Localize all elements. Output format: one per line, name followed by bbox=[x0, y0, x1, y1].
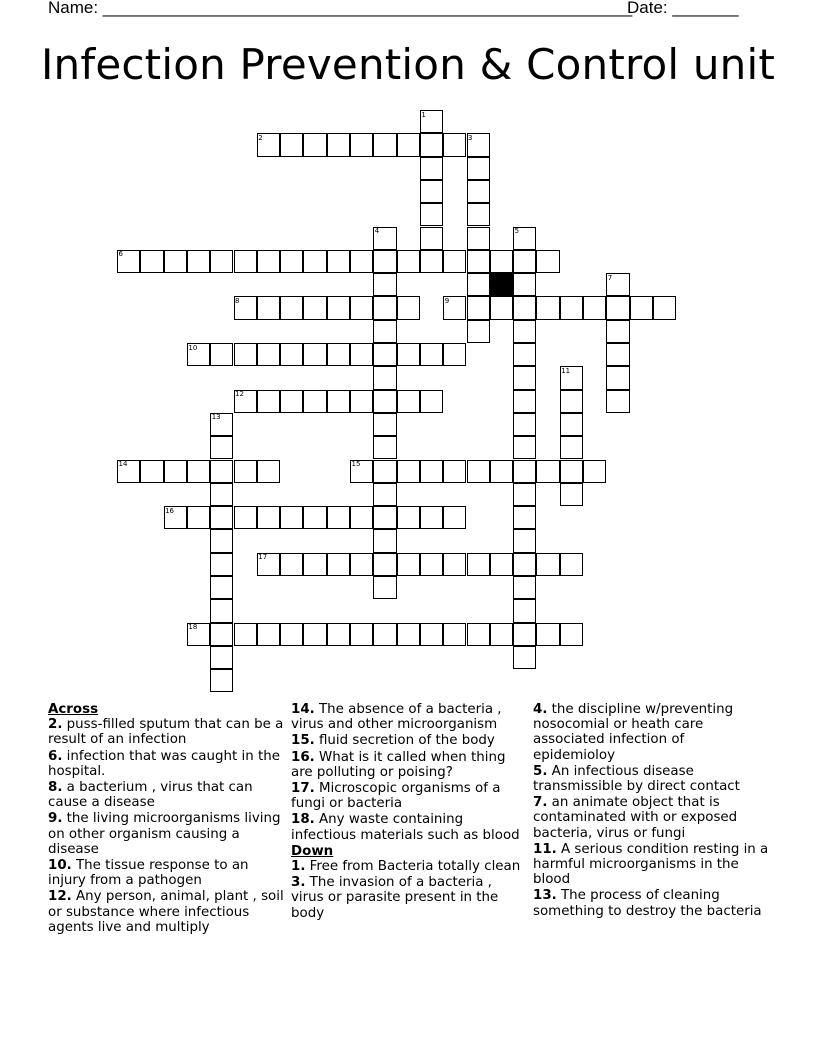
grid-cell[interactable] bbox=[257, 390, 280, 413]
grid-cell[interactable] bbox=[303, 506, 326, 529]
clue-number-2: 2 bbox=[258, 133, 263, 142]
grid-cell[interactable] bbox=[397, 623, 420, 646]
grid-cell[interactable] bbox=[350, 296, 373, 319]
grid-cell[interactable] bbox=[467, 623, 490, 646]
grid-cell[interactable] bbox=[443, 133, 466, 156]
grid-cell[interactable] bbox=[513, 413, 536, 436]
grid-cell[interactable] bbox=[210, 669, 233, 692]
grid-cell[interactable] bbox=[653, 296, 676, 319]
grid-cell[interactable] bbox=[373, 296, 396, 319]
clue-down-4: 4. the discipline w/preventing nosocomial or heath care associated infection of epidemioloy bbox=[533, 702, 734, 763]
grid-cell[interactable] bbox=[280, 343, 303, 366]
grid-cell[interactable] bbox=[303, 133, 326, 156]
grid-cell[interactable] bbox=[397, 390, 420, 413]
clue-down-5: 5. An infectious disease transmissible by direct contact bbox=[533, 763, 740, 795]
grid-cell[interactable] bbox=[327, 133, 350, 156]
grid-cell[interactable] bbox=[303, 623, 326, 646]
grid-cell[interactable] bbox=[420, 157, 443, 180]
grid-cell[interactable] bbox=[513, 599, 536, 622]
grid-cell[interactable] bbox=[373, 343, 396, 366]
grid-cell[interactable] bbox=[280, 390, 303, 413]
grid-cell[interactable] bbox=[536, 623, 559, 646]
grid-cell[interactable] bbox=[373, 413, 396, 436]
grid-cell[interactable] bbox=[397, 133, 420, 156]
clue-across-15: 15. fluid secretion of the body bbox=[291, 733, 495, 749]
grid-cell[interactable] bbox=[560, 460, 583, 483]
grid-cell[interactable] bbox=[373, 460, 396, 483]
clue-number-5: 5 bbox=[514, 227, 520, 235]
grid-cell[interactable] bbox=[420, 623, 443, 646]
grid-cell[interactable] bbox=[420, 553, 443, 576]
grid-cell[interactable] bbox=[327, 296, 350, 319]
grid-cell[interactable] bbox=[513, 576, 536, 599]
across-heading: Across bbox=[48, 702, 99, 717]
clue-across-18: 18. Any waste containing infectious materials such as blood bbox=[291, 812, 520, 843]
grid-cell[interactable] bbox=[443, 506, 466, 529]
grid-cell[interactable] bbox=[234, 343, 257, 366]
grid-cell[interactable] bbox=[560, 296, 583, 319]
grid-cell[interactable] bbox=[490, 250, 513, 273]
clue-number-1: 1 bbox=[421, 110, 426, 119]
grid-cell[interactable] bbox=[513, 529, 536, 552]
grid-cell[interactable] bbox=[420, 460, 443, 483]
clue-number-16: 16 bbox=[165, 506, 175, 515]
grid-cell[interactable] bbox=[234, 460, 257, 483]
grid-cell[interactable] bbox=[210, 599, 233, 622]
grid-cell[interactable] bbox=[420, 203, 443, 226]
grid-cell[interactable] bbox=[327, 390, 350, 413]
grid-cell[interactable] bbox=[513, 623, 536, 646]
grid-cell[interactable] bbox=[490, 296, 513, 319]
grid-cell[interactable] bbox=[187, 506, 210, 529]
clue-number-15: 15 bbox=[351, 460, 361, 468]
clue-number-13: 13 bbox=[211, 413, 221, 422]
grid-cell[interactable] bbox=[280, 506, 303, 529]
grid-cell[interactable] bbox=[350, 553, 373, 576]
grid-cell[interactable] bbox=[513, 506, 536, 529]
grid-cell[interactable] bbox=[420, 133, 443, 156]
clue-number-17: 17 bbox=[258, 553, 268, 562]
grid-cell[interactable] bbox=[513, 390, 536, 413]
grid-cell[interactable] bbox=[420, 390, 443, 413]
grid-cell[interactable] bbox=[583, 296, 606, 319]
grid-cell[interactable] bbox=[327, 553, 350, 576]
grid-cell[interactable] bbox=[467, 320, 490, 343]
grid-cell[interactable] bbox=[397, 506, 420, 529]
grid-cell[interactable] bbox=[373, 529, 396, 552]
clues-column-1 bbox=[48, 702, 284, 936]
grid-cell[interactable] bbox=[606, 366, 629, 389]
grid-cell[interactable] bbox=[210, 576, 233, 599]
grid-cell[interactable] bbox=[560, 436, 583, 459]
clue-across-8: 8. a bacterium , virus that can cause a disease bbox=[48, 780, 253, 811]
grid-cell[interactable] bbox=[234, 250, 257, 273]
clue-across-17: 17. Microscopic organisms of a fungi or bacteria bbox=[291, 781, 501, 812]
grid-cell[interactable] bbox=[560, 623, 583, 646]
clue-number-8: 8 bbox=[235, 296, 240, 305]
grid-cell[interactable] bbox=[513, 553, 536, 576]
clue-across-2: 2. puss-filled sputum that can be a result of an infection bbox=[48, 717, 284, 748]
grid-cell[interactable] bbox=[373, 273, 396, 296]
grid-cell[interactable] bbox=[490, 553, 513, 576]
clue-across-16: 16. What is it called when thing are polluting or poising? bbox=[291, 749, 506, 780]
grid-cell[interactable] bbox=[303, 296, 326, 319]
grid-cell[interactable] bbox=[630, 296, 653, 319]
grid-cell[interactable] bbox=[467, 273, 490, 296]
grid-cell[interactable] bbox=[560, 413, 583, 436]
grid-cell[interactable] bbox=[373, 133, 396, 156]
grid-cell[interactable] bbox=[257, 296, 280, 319]
grid-cell[interactable] bbox=[350, 390, 373, 413]
grid-cell[interactable] bbox=[257, 460, 280, 483]
grid-cell[interactable] bbox=[513, 250, 536, 273]
grid-cell[interactable] bbox=[560, 483, 583, 506]
grid-cell[interactable] bbox=[140, 250, 163, 273]
grid-cell[interactable] bbox=[327, 343, 350, 366]
grid-cell[interactable] bbox=[257, 623, 280, 646]
clues-column-3 bbox=[533, 702, 769, 920]
grid-cell[interactable] bbox=[606, 390, 629, 413]
grid-cell[interactable] bbox=[397, 250, 420, 273]
grid-cell[interactable] bbox=[513, 320, 536, 343]
clue-number-10: 10 bbox=[188, 343, 198, 352]
grid-cell[interactable] bbox=[420, 227, 443, 250]
clue-number-11: 11 bbox=[561, 366, 571, 375]
grid-cell[interactable] bbox=[536, 250, 559, 273]
grid-cell[interactable] bbox=[606, 296, 629, 319]
clues-column-2 bbox=[291, 702, 527, 922]
grid-cell[interactable] bbox=[536, 296, 559, 319]
clue-number-12: 12 bbox=[235, 390, 244, 399]
grid-cell[interactable] bbox=[420, 506, 443, 529]
down-heading: Down bbox=[291, 843, 334, 859]
grid-cell[interactable] bbox=[280, 133, 303, 156]
grid-cell[interactable] bbox=[373, 250, 396, 273]
clue-down-13: 13. The process of cleaning something to destroy the bacteria bbox=[533, 888, 762, 919]
clue-across-12: 12. Any person, animal, plant , soil or substance where infectious agents live and multiply bbox=[48, 889, 284, 935]
grid-cell[interactable] bbox=[373, 390, 396, 413]
clue-down-7: 7. an animate object that is contaminated with or exposed bacteria, virus or fungi bbox=[533, 795, 738, 841]
black-cell bbox=[490, 273, 513, 296]
name-line: Name: ________________________________________________________ bbox=[48, 0, 633, 17]
grid-cell[interactable] bbox=[350, 133, 373, 156]
grid-cell[interactable] bbox=[536, 460, 559, 483]
page-title: Infection Prevention & Control unit bbox=[40, 40, 776, 89]
grid-cell[interactable] bbox=[210, 483, 233, 506]
grid-cell[interactable] bbox=[490, 460, 513, 483]
grid-cell[interactable] bbox=[467, 180, 490, 203]
grid-cell[interactable] bbox=[397, 460, 420, 483]
grid-cell[interactable] bbox=[303, 553, 326, 576]
clue-across-9: 9. the living microorganisms living on other organism causing a disease bbox=[48, 811, 281, 857]
grid-cell[interactable] bbox=[467, 296, 490, 319]
grid-cell[interactable] bbox=[210, 343, 233, 366]
grid-cell[interactable] bbox=[443, 460, 466, 483]
grid-cell[interactable] bbox=[560, 553, 583, 576]
grid-cell[interactable] bbox=[303, 343, 326, 366]
grid-cell[interactable] bbox=[513, 296, 536, 319]
grid-cell[interactable] bbox=[210, 553, 233, 576]
grid-cell[interactable] bbox=[373, 483, 396, 506]
grid-cell[interactable] bbox=[420, 180, 443, 203]
grid-cell[interactable] bbox=[513, 460, 536, 483]
clue-number-7: 7 bbox=[607, 273, 613, 282]
grid-cell[interactable] bbox=[373, 506, 396, 529]
grid-cell[interactable] bbox=[257, 250, 280, 273]
grid-cell[interactable] bbox=[536, 553, 559, 576]
grid-cell[interactable] bbox=[350, 506, 373, 529]
grid-cell[interactable] bbox=[187, 460, 210, 483]
clue-number-18: 18 bbox=[188, 623, 198, 632]
grid-cell[interactable] bbox=[350, 343, 373, 366]
grid-cell[interactable] bbox=[210, 460, 233, 483]
grid-cell[interactable] bbox=[583, 460, 606, 483]
grid-cell[interactable] bbox=[350, 623, 373, 646]
grid-cell[interactable] bbox=[467, 157, 490, 180]
grid-cell[interactable] bbox=[210, 250, 233, 273]
clue-down-1: 1. Free from Bacteria totally clean bbox=[291, 859, 521, 875]
grid-cell[interactable] bbox=[513, 483, 536, 506]
clue-down-11: 11. A serious condition resting in a harmful microorganisms in the blood bbox=[533, 841, 769, 888]
grid-cell[interactable] bbox=[373, 366, 396, 389]
grid-cell[interactable] bbox=[140, 460, 163, 483]
grid-cell[interactable] bbox=[467, 203, 490, 226]
grid-cell[interactable] bbox=[327, 250, 350, 273]
clue-number-3: 3 bbox=[468, 133, 473, 142]
grid-cell[interactable] bbox=[606, 320, 629, 343]
grid-cell[interactable] bbox=[606, 343, 629, 366]
grid-cell[interactable] bbox=[164, 460, 187, 483]
grid-cell[interactable] bbox=[234, 623, 257, 646]
grid-cell[interactable] bbox=[373, 576, 396, 599]
grid-cell[interactable] bbox=[443, 623, 466, 646]
grid-cell[interactable] bbox=[303, 390, 326, 413]
clue-number-4: 4 bbox=[374, 227, 380, 235]
grid-cell[interactable] bbox=[513, 273, 536, 296]
grid-cell[interactable] bbox=[257, 343, 280, 366]
grid-cell[interactable] bbox=[210, 506, 233, 529]
clue-across-14: 14. The absence of a bacteria , virus and other microorganism bbox=[291, 702, 502, 733]
grid-cell[interactable] bbox=[467, 250, 490, 273]
clue-across-6: 6. infection that was caught in the hospital. bbox=[48, 748, 280, 779]
clue-number-9: 9 bbox=[444, 296, 450, 305]
grid-cell[interactable] bbox=[443, 553, 466, 576]
grid-cell[interactable] bbox=[210, 623, 233, 646]
grid-cell[interactable] bbox=[513, 343, 536, 366]
grid-cell[interactable] bbox=[513, 646, 536, 669]
grid-cell[interactable] bbox=[280, 623, 303, 646]
grid-cell[interactable] bbox=[467, 553, 490, 576]
grid-cell[interactable] bbox=[397, 343, 420, 366]
grid-cell[interactable] bbox=[513, 366, 536, 389]
grid-cell[interactable] bbox=[373, 623, 396, 646]
clue-number-6: 6 bbox=[118, 250, 123, 259]
grid-cell[interactable] bbox=[187, 250, 210, 273]
grid-cell[interactable] bbox=[490, 623, 513, 646]
grid-cell[interactable] bbox=[467, 460, 490, 483]
grid-cell[interactable] bbox=[397, 296, 420, 319]
grid-cell[interactable] bbox=[280, 296, 303, 319]
grid-cell[interactable] bbox=[443, 343, 466, 366]
grid-cell[interactable] bbox=[327, 506, 350, 529]
grid-cell[interactable] bbox=[373, 436, 396, 459]
grid-cell[interactable] bbox=[234, 506, 257, 529]
grid-cell[interactable] bbox=[513, 436, 536, 459]
grid-cell[interactable] bbox=[397, 553, 420, 576]
grid-cell[interactable] bbox=[327, 623, 350, 646]
grid-cell[interactable] bbox=[210, 646, 233, 669]
date-line: Date: _______ bbox=[627, 0, 739, 17]
grid-cell[interactable] bbox=[164, 250, 187, 273]
grid-cell[interactable] bbox=[373, 553, 396, 576]
grid-cell[interactable] bbox=[420, 250, 443, 273]
grid-cell[interactable] bbox=[210, 436, 233, 459]
grid-cell[interactable] bbox=[280, 250, 303, 273]
grid-cell[interactable] bbox=[467, 227, 490, 250]
grid-cell[interactable] bbox=[420, 343, 443, 366]
grid-cell[interactable] bbox=[373, 320, 396, 343]
grid-cell[interactable] bbox=[303, 250, 326, 273]
grid-cell[interactable] bbox=[210, 529, 233, 552]
clue-across-10: 10. The tissue response to an injury from a pathogen bbox=[48, 858, 249, 889]
clue-down-3: 3. The invasion of a bacteria , virus or parasite present in the body bbox=[291, 875, 499, 921]
clue-number-14: 14 bbox=[118, 460, 128, 468]
grid-cell[interactable] bbox=[350, 250, 373, 273]
grid-cell[interactable] bbox=[257, 506, 280, 529]
grid-cell[interactable] bbox=[280, 553, 303, 576]
grid-cell[interactable] bbox=[443, 250, 466, 273]
grid-cell[interactable] bbox=[560, 390, 583, 413]
